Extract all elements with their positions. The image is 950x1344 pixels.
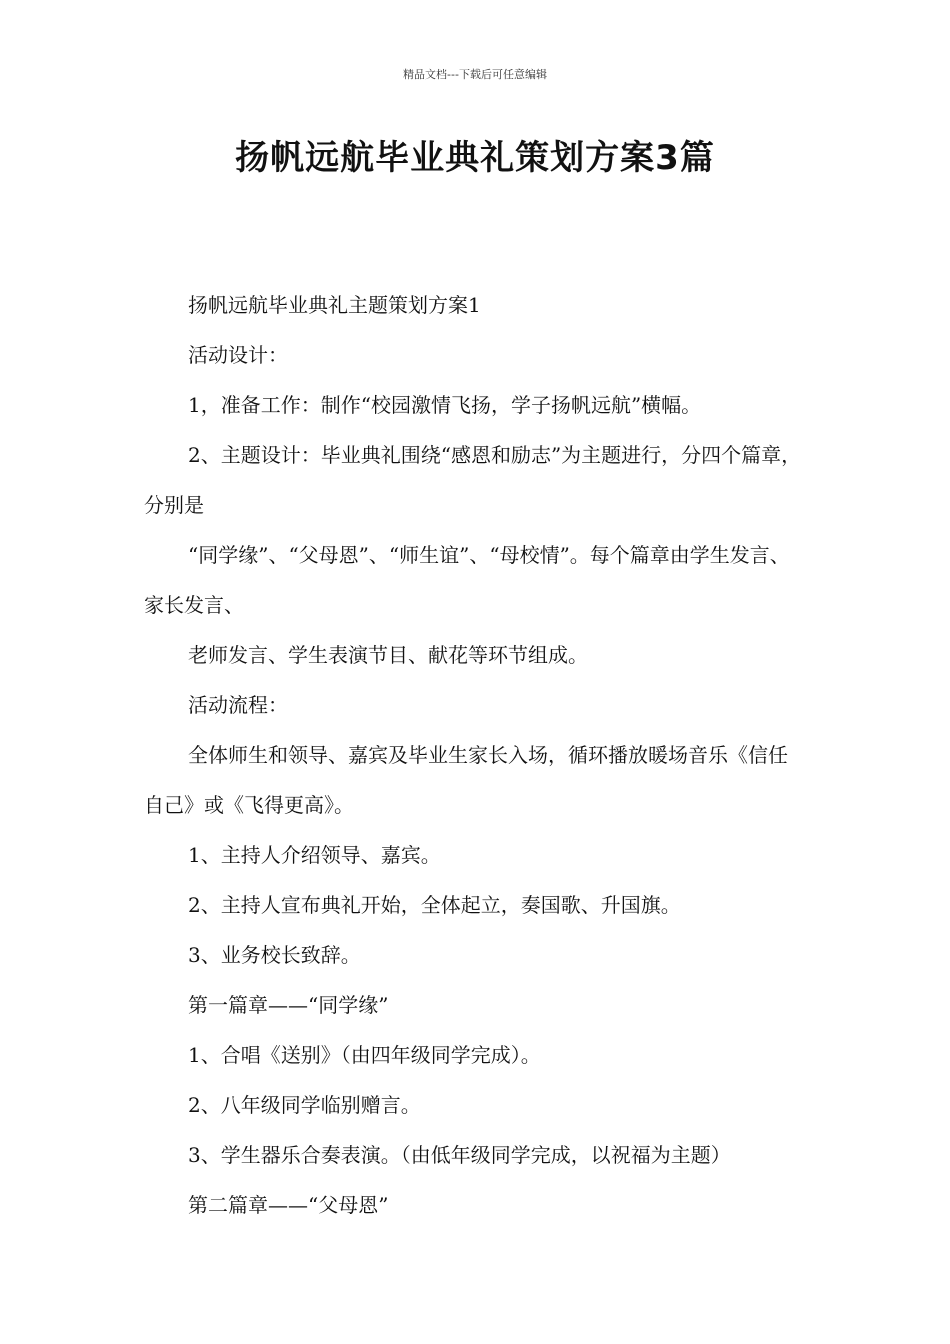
paragraph: 2、主题设计：毕业典礼围绕“感恩和励志”为主题进行，分四个篇章，分别是 (144, 443, 802, 517)
header-note: 精品文档---下载后可任意编辑 (403, 68, 547, 81)
section-heading: 第二篇章——“父母恩” (188, 1193, 389, 1217)
document-title: 扬帆远航毕业典礼策划方案3篇 (235, 138, 715, 178)
paragraph: 1、主持人介绍领导、嘉宾。 (188, 843, 441, 867)
paragraph: 3、学生器乐合奏表演。（由低年级同学完成，以祝福为主题） (188, 1143, 731, 1167)
paragraph: 扬帆远航毕业典礼主题策划方案1 (188, 293, 481, 317)
paragraph: 1、合唱《送别》（由四年级同学完成）。 (188, 1043, 541, 1067)
paragraph: 3、业务校长致辞。 (188, 943, 361, 967)
paragraph: 老师发言、学生表演节目、献花等环节组成。 (188, 643, 588, 667)
paragraph: 活动设计： (188, 343, 288, 367)
document-body (144, 280, 806, 1230)
paragraph: 2、八年级同学临别赠言。 (188, 1093, 421, 1117)
paragraph: 2、主持人宣布典礼开始，全体起立，奏国歌、升国旗。 (188, 893, 681, 917)
paragraph: 活动流程： (188, 693, 288, 717)
section-heading: 第一篇章——“同学缘” (188, 993, 389, 1017)
paragraph: “同学缘”、“父母恩”、“师生谊”、“母校情”。每个篇章由学生发言、家长发言、 (144, 543, 790, 617)
paragraph: 全体师生和领导、嘉宾及毕业生家长入场，循环播放暖场音乐《信任自己》或《飞得更高》。 (144, 743, 788, 817)
paragraph: 1，准备工作：制作“校园激情飞扬，学子扬帆远航”横幅。 (188, 393, 702, 417)
